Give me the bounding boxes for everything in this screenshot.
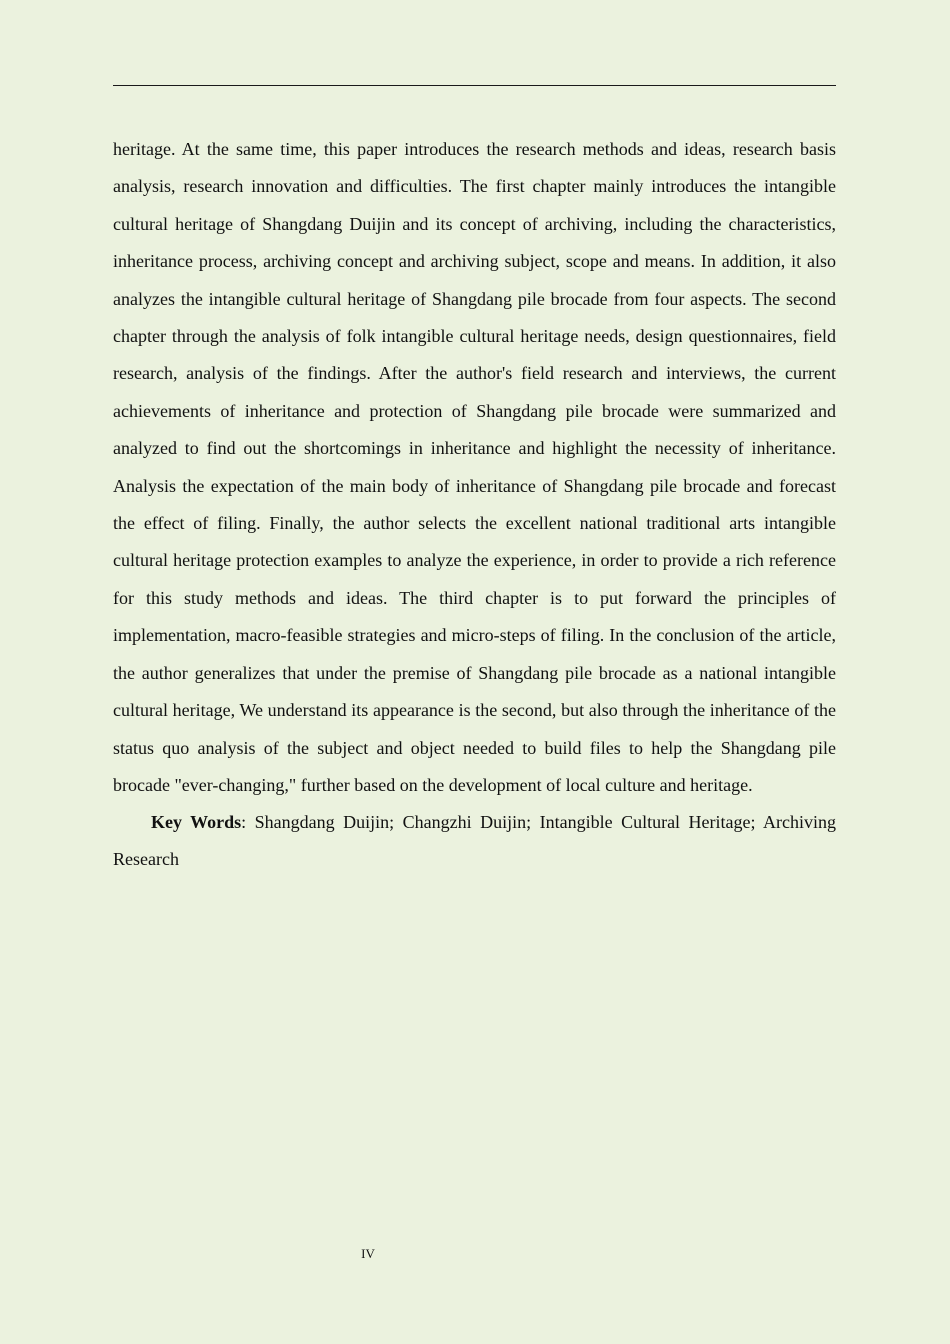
page-number: IV — [361, 1246, 375, 1261]
keywords-paragraph — [113, 804, 836, 877]
keywords-label: Key Words — [151, 812, 242, 833]
keywords-text: Shangdang Duijin; Changzhi Duijin; Intangible Cultural Heritage; Archiving Research — [113, 812, 836, 869]
abstract-paragraph: heritage. At the same time, this paper introduces the research methods and ideas, research basis analysis, research innovation and difficulties. The first chapter mainly introduces the intangible cultural heritage of Shangdang Duijin and its concept of archiving, including the characteristics, inheritance process, archiving concept and archiving subject, scope and means. In addition, it also analyzes the intangible cultural heritage of Shangdang pile brocade from four aspects. The second chapter through the analysis of folk intangible cultural heritage needs, design questionnaires, field research, analysis of the findings. After the author's field research and interviews, the current achievements of inheritance and protection of Shangdang pile brocade were summarized and analyzed to find out the shortcomings in inheritance and highlight the necessity of inheritance. Analysis the expectation of the main body of inheritance of Shangdang pile brocade and forecast the effect of filing. Finally, the author selects the excellent national traditional arts intangible cultural heritage protection examples to analyze the experience, in order to provide a rich reference for this study methods and ideas. The third chapter is to put forward the principles of implementation, macro-feasible strategies and micro-steps of filing. In the conclusion of the article, the author generalizes that under the premise of Shangdang pile brocade as a national intangible cultural heritage, We understand its appearance is the second, but also through the inheritance of the status quo analysis of the subject and object needed to build files to help the Shangdang pile brocade "ever-changing," further based on the development of local culture and heritage. — [113, 139, 836, 795]
page-content — [113, 131, 836, 877]
header-rule — [113, 85, 836, 86]
keywords-separator: : — [241, 812, 255, 833]
